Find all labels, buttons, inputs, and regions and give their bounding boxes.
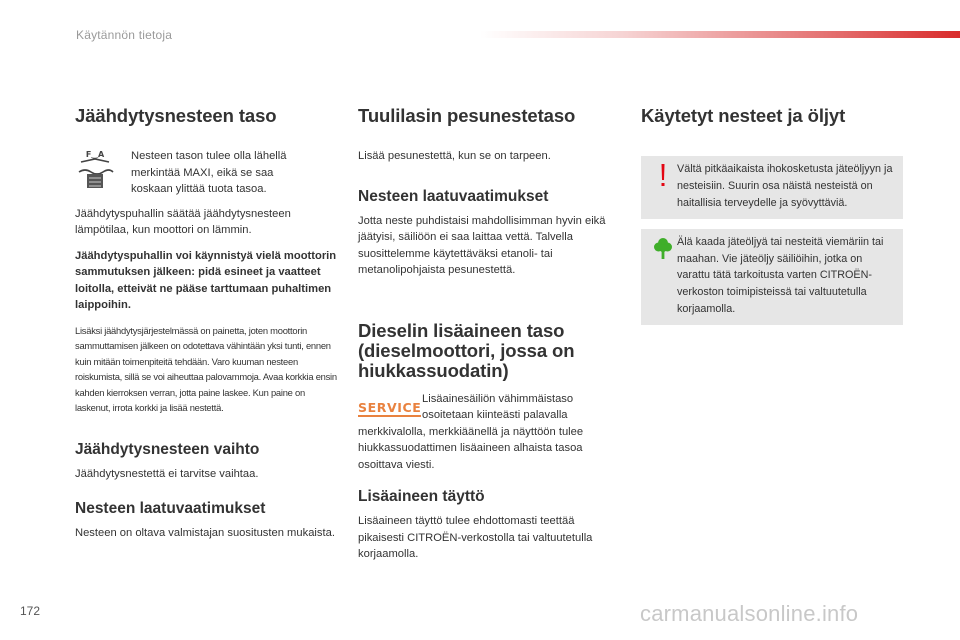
service-warning-icon [358, 391, 422, 417]
coolant-change-text: Jäähdytysnestettä ei tarvitse vaihtaa. [75, 467, 259, 480]
washer-add-text: Lisää pesunestettä, kun se on tarpeen. [358, 150, 551, 163]
page-number: 172 [20, 604, 41, 618]
coolant-level-text: Nesteen tason tulee olla lähellä merkintää MAXI, eikä se saa koskaan ylittää tuota tasoa. [131, 150, 287, 196]
coolant-column [75, 100, 340, 541]
washer-quality-text: Jotta neste puhdistaisi mahdollisimman hyvin eikä jäätyisi, säiliöön ei saa laittaa vettä. Talvella suosittelemme käytettäväksi etanoli- tai metanolipohjaista pesunestettä. [358, 214, 606, 277]
washer-quality-heading: Nesteen laatuvaatimukset [358, 187, 549, 205]
washer-level-heading: Tuulilasin pesunestetaso [358, 105, 576, 126]
exclamation-icon [649, 161, 677, 189]
diesel-additive-text-end: merkkivalolla, merkkiäänellä ja näyttöön tulee hiukkassuodattimen lisäaineen alhaista tasoa osoittava viesti. [358, 425, 584, 471]
skin-contact-warning-text: Vältä pitkäaikaista ihokosketusta jäteöljyyn ja nesteisiin. Suurin osa näistä nesteistä on haitallisia terveydelle ja syövyttäviä. [677, 163, 893, 209]
environment-note-text: Älä kaada jäteöljyä tai nesteitä viemäriin tai maahan. Vie jäteöljy säiliöihin, jotka on varattu tätä tarkoitusta varten CITROËN-verkoston toimipisteissä tai valtuutetulla korjaamolla. [677, 236, 884, 315]
coolant-pressure-warning: Lisäksi jäähdytysjärjestelmässä on painetta, joten moottorin sammuttamisen jälkeen on odotettava vähintään yksi tunti, ennen kuin mitään toimenpiteitä tehdään. Varo kuuman nesteen roiskumista, sillä se voi aiheuttaa palovammoja. Avaa korkkia ensin kahden kierroksen verran, jotta paine laskee. Kun paine on laskenut, irrota korkki ja lisää nestettä. [75, 324, 337, 414]
svg-text:F‿A: F‿A [85, 150, 105, 160]
coolant-change-heading: Jäähdytysnesteen vaihto [75, 440, 260, 458]
watermark: carmanualsonline.info [640, 601, 859, 626]
coolant-quality-text: Nesteen on oltava valmistajan suositusten mukaista. [75, 526, 335, 539]
diesel-additive-text-start: Lisäainesäiliön vähimmäistaso osoitetaan kiinteästi palavalla [422, 392, 574, 422]
header-decorative-bar [480, 31, 960, 38]
coolant-quality-heading: Nesteen laatuvaatimukset [75, 500, 266, 518]
used-fluids-column [641, 100, 903, 325]
environment-note [641, 229, 903, 325]
page-header-title: Käytännön tietoja [76, 28, 173, 42]
coolant-fan-text: Jäähdytyspuhallin säätää jäähdytysnesteen lämpötilaa, kun moottori on lämmin. [75, 207, 291, 237]
washer-column [358, 100, 620, 563]
coolant-level-warning-icon [75, 148, 131, 197]
skin-contact-warning-note [641, 156, 903, 219]
coolant-level-heading: Jäähdytysnesteen taso [75, 105, 277, 126]
coolant-fan-warning: Jäähdytyspuhallin voi käynnistyä vielä moottorin sammutuksen jälkeen: pidä esineet ja vaatteet loitolla, etteivät ne pääse tarttumaan puhaltimen laippoihin. [75, 249, 337, 312]
diesel-additive-heading: Dieselin lisäaineen taso (dieselmoottori, jossa on hiukkassuodatin) [358, 319, 575, 382]
service-label: SERVICE [358, 399, 422, 415]
additive-refill-heading: Lisäaineen täyttö [358, 488, 485, 506]
additive-refill-text: Lisäaineen täyttö tulee ehdottomasti teettää pikaisesti CITROËN-verkostolla tai valtuutetulla korjaamolla. [358, 515, 593, 560]
used-fluids-heading: Käytetyt nesteet ja öljyt [641, 105, 846, 126]
tree-icon [649, 234, 677, 260]
